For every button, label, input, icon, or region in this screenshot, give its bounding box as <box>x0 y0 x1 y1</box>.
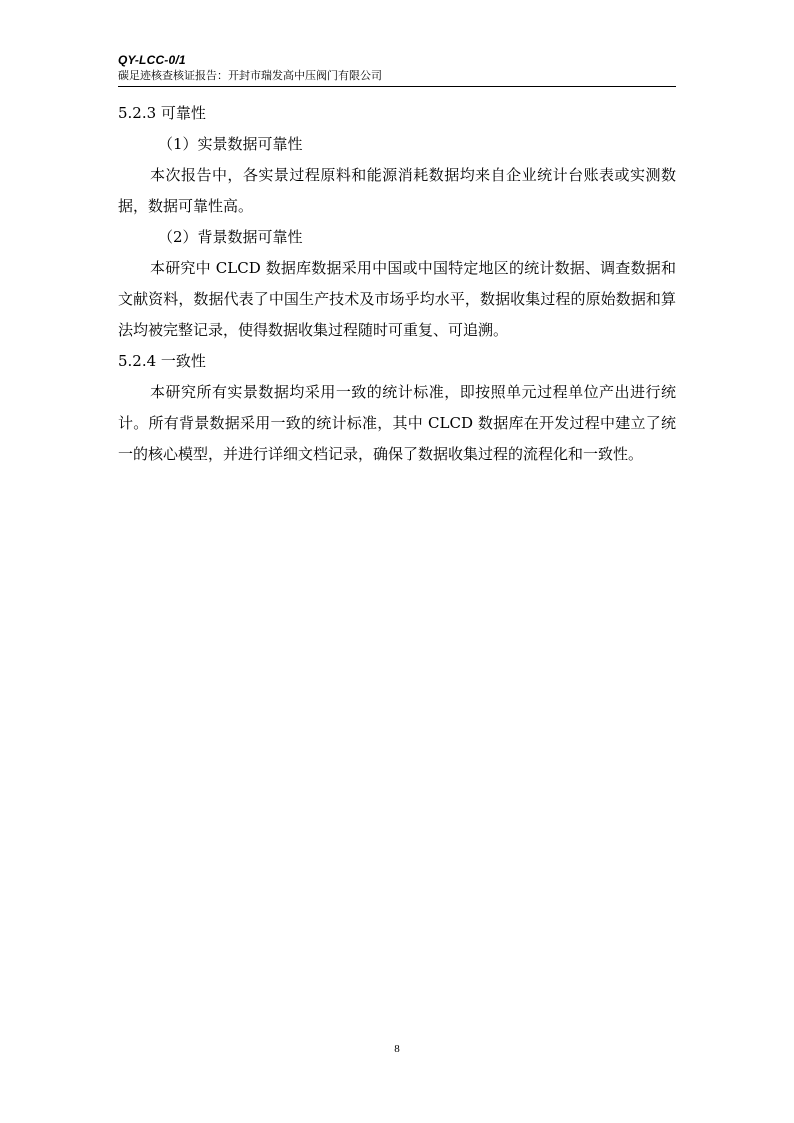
page-header <box>118 52 676 84</box>
paragraph-consistency: 本研究所有实景数据均采用一致的统计标准，即按照单元过程单位产出进行统计。所有背景数据采用一致的统计标准，其中 CLCD 数据库在开发过程中建立了统一的核心模型，并进行详细文档记录，确保了数据收集过程的流程化和一致性。 <box>118 383 676 463</box>
paragraph-background-reliability: 本研究中 CLCD 数据库数据采用中国或中国特定地区的统计数据、调查数据和文献资料，数据代表了中国生产技术及市场乎均水平，数据收集过程的原始数据和算法均被完整记录，使得数据收集过程随时可重复、可追溯。 <box>118 259 676 339</box>
page-number: 8 <box>394 1043 400 1055</box>
section-heading-consistency: 5.2.4 一致性 <box>118 352 206 370</box>
document-code: QY-LCC-0/1 <box>118 53 186 67</box>
subsection-heading-background-reliability: （2）背景数据可靠性 <box>158 228 303 246</box>
paragraph-foreground-reliability: 本次报告中，各实景过程原料和能源消耗数据均来自企业统计台账表或实测数据，数据可靠性高。 <box>118 166 676 215</box>
section-heading-reliability: 5.2.3 可靠性 <box>118 104 206 122</box>
header-divider <box>118 86 676 87</box>
page-body <box>118 98 676 470</box>
subsection-heading-foreground-reliability: （1）实景数据可靠性 <box>158 135 303 153</box>
document-title: 碳足迹核查核证报告：开封市瑞发高中压阀门有限公司 <box>118 69 382 82</box>
